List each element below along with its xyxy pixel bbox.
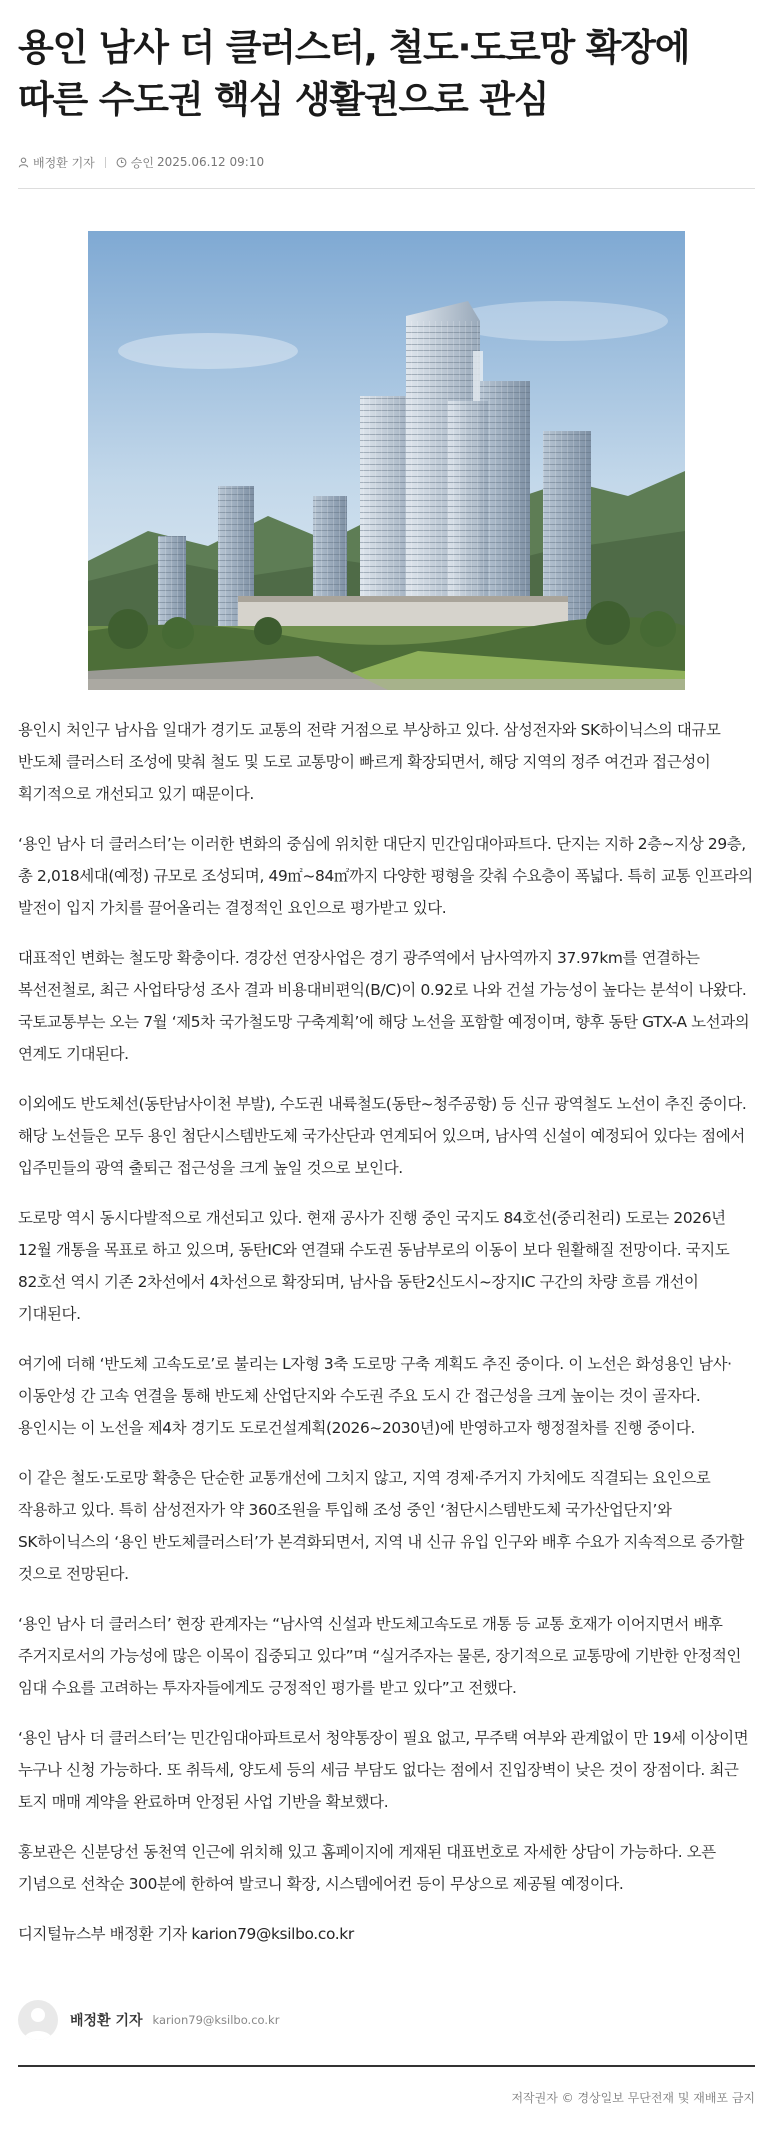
meta-reporter xyxy=(18,154,95,171)
meta-approved xyxy=(116,154,264,171)
paragraph: ‘용인 남사 더 클러스터’ 현장 관계자는 “남사역 신설과 반도체고속도로 개통 등 교통 호재가 이어지면서 배후 주거지로서의 가능성에 많은 이목이 집중되고 있다”며 “실거주자는 물론, 장기적으로 교통망에 기반한 안정적인 임대 수요를 고려하는 투자자들에게도 긍정적인 평가를 받고 있다”고 전했다. xyxy=(18,1615,742,1697)
meta-divider xyxy=(105,157,106,168)
meta-approved-time: 2025.06.12 09:10 xyxy=(156,155,265,169)
avatar xyxy=(18,2000,58,2040)
building-photo-icon xyxy=(88,231,685,690)
copyright-notice: 저작권자 © 경상일보 무단전재 및 재배포 금지 xyxy=(511,2091,755,2105)
footer-divider xyxy=(18,2065,755,2067)
headline: 용인 남사 더 클러스터, 철도·도로망 확장에 따른 수도권 핵심 생활권으로 관심 xyxy=(18,26,690,121)
byline: 디지털뉴스부 배정환 기자 karion79@ksilbo.co.kr xyxy=(18,1925,354,1943)
meta-approved-label: 승인 xyxy=(130,155,154,170)
person-icon xyxy=(18,157,29,168)
reporter-name[interactable]: 배정환 기자 xyxy=(70,2013,143,2029)
paragraph: ‘용인 남사 더 클러스터’는 민간임대아파트로서 청약통장이 필요 없고, 무주택 여부와 관계없이 만 19세 이상이면 누구나 신청 가능하다. 또 취득세, 양도세 등의 세금 부담도 없다는 점에서 진입장벽이 낮은 것이 장점이다. 최근 토지 매매 계약을 완료하며 안정된 사업 기반을 확보했다. xyxy=(18,1729,749,1811)
header-divider xyxy=(18,188,755,189)
paragraph: 이 같은 철도·도로망 확충은 단순한 교통개선에 그치지 않고, 지역 경제·주거지 가치에도 직결되는 요인으로 작용하고 있다. 특히 삼성전자가 약 360조원을 투입해 조성 중인 ‘첨단시스템반도체 국가산업단지’와 SK하이닉스의 ‘용인 반도체클러스터’가 본격화되면서, 지역 내 신규 유입 인구와 배후 수요가 지속적으로 증가할 것으로 전망된다. xyxy=(18,1469,745,1583)
article-meta xyxy=(18,150,755,174)
paragraph: 여기에 더해 ‘반도체 고속도로’로 불리는 L자형 3축 도로망 구축 계획도 추진 중이다. 이 노선은 화성용인 남사·이동안성 간 고속 연결을 통해 반도체 산업단지와 수도권 주요 도시 간 접근성을 크게 높이는 것이 골자다. 용인시는 이 노선을 제4차 경기도 도로건설계획(2026~2030년)에 반영하고자 행정절차를 진행 중이다. xyxy=(18,1355,732,1437)
article-photo xyxy=(88,231,685,690)
clock-icon xyxy=(116,157,127,168)
avatar-person-icon xyxy=(18,2000,58,2040)
meta-reporter-name: 배정환 기자 xyxy=(33,155,95,170)
article-body xyxy=(18,714,755,1950)
reporter-box xyxy=(18,1995,755,2045)
paragraph: 이외에도 반도체선(동탄남사이천 부발), 수도권 내륙철도(동탄~청주공항) 등 신규 광역철도 노선이 추진 중이다. 해당 노선들은 모두 용인 첨단시스템반도체 국가산단과 연계되어 있으며, 남사역 신설이 예정되어 있다는 점에서 입주민들의 광역 출퇴근 접근성을 크게 높일 것으로 보인다. xyxy=(18,1095,747,1177)
paragraph: 대표적인 변화는 철도망 확충이다. 경강선 연장사업은 경기 광주역에서 남사역까지 37.97km를 연결하는 복선전철로, 최근 사업타당성 조사 결과 비용대비편익(B/C)이 0.92로 나와 건설 가능성이 높다는 분석이 나왔다. 국토교통부는 오는 7월 ‘제5차 국가철도망 구축계획’에 해당 노선을 포함할 예정이며, 향후 동탄 GTX-A 노선과의 연계도 기대된다. xyxy=(18,949,750,1063)
paragraph: 도로망 역시 동시다발적으로 개선되고 있다. 현재 공사가 진행 중인 국지도 84호선(중리천리) 도로는 2026년 12월 개통을 목표로 하고 있으며, 동탄IC와 연결돼 수도권 동남부로의 이동이 보다 원활해질 전망이다. 국지도 82호선 역시 기존 2차선에서 4차선으로 확장되며, 남사읍 동탄2신도시~장지IC 구간의 차량 흐름 개선이 기대된다. xyxy=(18,1209,730,1323)
reporter-email[interactable]: karion79@ksilbo.co.kr xyxy=(152,2013,280,2027)
paragraph: 홍보관은 신분당선 동천역 인근에 위치해 있고 홈페이지에 게재된 대표번호로 자세한 상담이 가능하다. 오픈 기념으로 선착순 300분에 한하여 발코니 확장, 시스템에어컨 등이 무상으로 제공될 예정이다. xyxy=(18,1843,716,1893)
paragraph: 용인시 처인구 남사읍 일대가 경기도 교통의 전략 거점으로 부상하고 있다. 삼성전자와 SK하이닉스의 대규모 반도체 클러스터 조성에 맞춰 철도 및 도로 교통망이 빠르게 확장되면서, 해당 지역의 정주 여건과 접근성이 획기적으로 개선되고 있기 때문이다. xyxy=(18,721,721,803)
paragraph: ‘용인 남사 더 클러스터’는 이러한 변화의 중심에 위치한 대단지 민간임대아파트다. 단지는 지하 2층~지상 29층, 총 2,018세대(예정) 규모로 조성되며, 49㎡~84㎡까지 다양한 평형을 갖춰 수요층이 폭넓다. 특히 교통 인프라의 발전이 입지 가치를 끌어올리는 결정적인 요인으로 평가받고 있다. xyxy=(18,835,753,917)
